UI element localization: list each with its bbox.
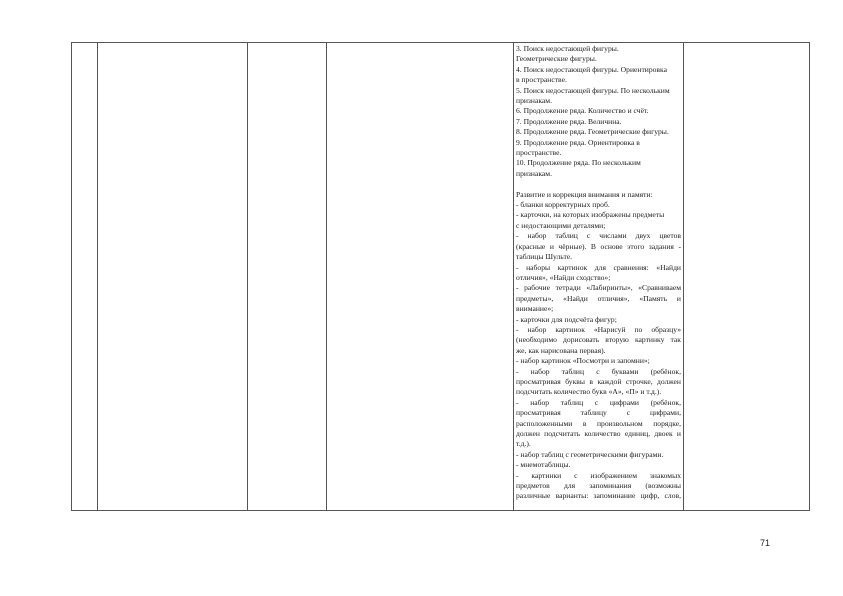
text-line: Геометрические фигуры.: [516, 54, 597, 64]
text-line: предметы», «Найди отличия», «Память и: [516, 293, 681, 303]
text-line: 3. Поиск недостающей фигуры.: [516, 44, 619, 53]
text-line: - картинки с изображением знакомых: [516, 470, 681, 480]
text-line: подсчитать количество букв «А», «П» и т.д.).: [516, 387, 662, 397]
table-row: [72, 43, 810, 511]
text-line: - карточки, на которых изображены предметы: [516, 210, 665, 220]
text-line: 5. Поиск недостающей фигуры. По нескольким: [516, 85, 670, 95]
text-line: Развитие и коррекция внимания и памяти:: [516, 189, 653, 199]
text-line: признакам.: [516, 168, 553, 178]
table-cell-number: [72, 43, 98, 511]
text-line: 10. Продолжение ряда. По нескольким: [516, 158, 641, 168]
text-line: различные варианты: запоминание цифр, слов,: [516, 491, 681, 501]
text-line: - рабочие тетради «Лабиринты», «Сравниваем: [516, 283, 681, 293]
text-line: таблицы Шульте.: [516, 252, 573, 262]
text-line: должен подсчитать количество единиц, двоек и: [516, 429, 681, 439]
text-line: 9. Продолжение ряда. Ориентировка в: [516, 137, 640, 147]
text-line: - набор таблиц с цифрами (ребёнок,: [516, 397, 681, 407]
blank-line: [516, 179, 681, 189]
text-line: - набор таблиц с числами двух цветов: [516, 231, 681, 241]
text-line: с недостающими деталями;: [516, 220, 606, 230]
text-line: - карточки для подсчёта фигур;: [516, 314, 617, 324]
text-line: - наборы картинок для сравнения: «Найди: [516, 262, 681, 272]
text-line: признакам.: [516, 96, 553, 106]
text-line: 7. Продолжение ряда. Величина.: [516, 116, 622, 126]
text-line: 8. Продолжение ряда. Геометрические фигуры.: [516, 127, 669, 137]
text-line: предметов для запоминания (возможны: [516, 481, 681, 491]
text-line: 4. Поиск недостающей фигуры. Ориентировка: [516, 64, 667, 74]
text-line: - мнемотаблицы.: [516, 460, 571, 470]
materials-text: [514, 43, 683, 510]
text-line: (необходимо дорисовать вторую картинку так: [516, 335, 681, 345]
table-cell-materials: [514, 43, 684, 511]
table-cell-hours: [248, 43, 327, 511]
text-line: (красные и чёрные). В основе этого задания -: [516, 241, 681, 251]
text-line: - бланки корректурных проб.: [516, 200, 610, 210]
table-cell-content: [327, 43, 514, 511]
text-line: внимание»;: [516, 304, 554, 314]
text-line: - набор таблиц с буквами (ребёнок,: [516, 366, 681, 376]
curriculum-table: [71, 42, 810, 511]
text-line: расположенными в произвольном порядке,: [516, 418, 681, 428]
text-line: - набор картинок «Посмотри и запомни»;: [516, 356, 650, 366]
text-line: просматривая таблицу с цифрами,: [516, 408, 681, 418]
text-line: в пространстве.: [516, 75, 567, 85]
page-number: 71: [760, 538, 771, 548]
text-line: т.д.).: [516, 439, 531, 449]
text-line: - набор таблиц с геометрическими фигурами.: [516, 449, 664, 459]
text-line: просматривая буквы в каждой строчке, должен: [516, 376, 681, 386]
table-cell-topic: [98, 43, 248, 511]
text-line: 6. Продолжение ряда. Количество и счёт.: [516, 106, 649, 116]
text-line: же, как нарисована первая).: [516, 345, 606, 355]
text-line: - набор картинок «Нарисуй по образцу»: [516, 324, 681, 334]
text-line: пространстве.: [516, 148, 562, 158]
text-line: отличия», «Найди сходство»;: [516, 272, 611, 282]
table-cell-notes: [684, 43, 810, 511]
